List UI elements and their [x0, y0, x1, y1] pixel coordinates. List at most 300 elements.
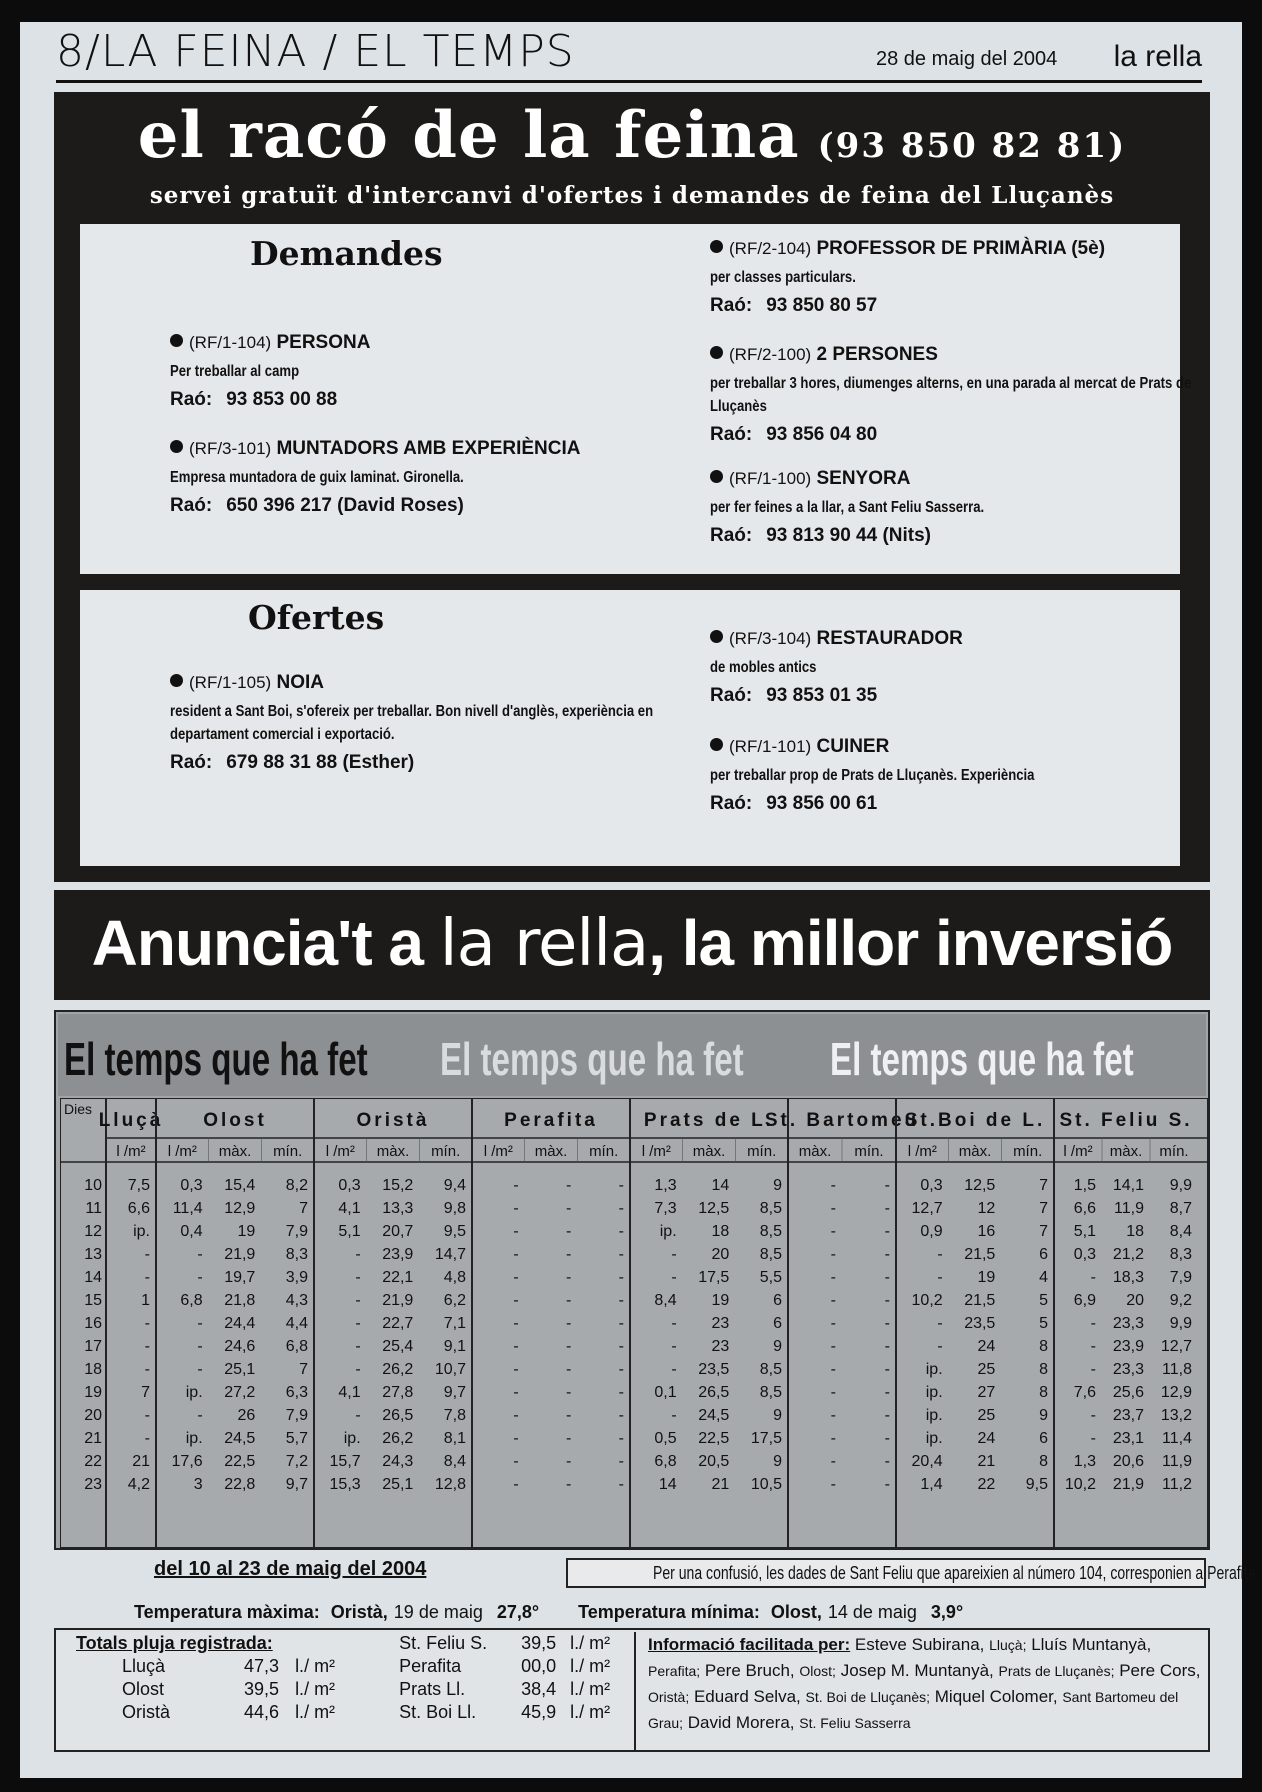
weather-cell: 4,2	[127, 1476, 150, 1493]
weather-cell: -	[830, 1430, 836, 1447]
contact-label: Raó:	[170, 752, 213, 773]
job-ad-heading: PERSONA	[276, 332, 371, 353]
weather-cell: 12,8	[434, 1476, 466, 1493]
weather-cell: 8,4	[654, 1292, 677, 1309]
weather-cell: -	[618, 1361, 624, 1378]
weather-cell: -	[884, 1384, 890, 1401]
weather-cell: 6,6	[127, 1200, 150, 1217]
weather-cell: -	[513, 1476, 519, 1493]
job-ad-contact	[170, 389, 690, 411]
job-ad-ref: (RF/2-100)	[729, 345, 812, 364]
weather-cell: 0,1	[654, 1384, 677, 1401]
rain-unit: l./ m²	[570, 1679, 611, 1699]
weather-cell: 0,3	[338, 1177, 361, 1194]
day-number: 18	[84, 1361, 102, 1378]
weather-cell: 21,9	[224, 1246, 256, 1263]
rain-unit: l./ m²	[570, 1656, 611, 1676]
day-number: 13	[84, 1246, 102, 1263]
weather-cell: 19,7	[224, 1269, 256, 1286]
weather-cell: -	[830, 1269, 836, 1286]
weather-cell: 9	[1039, 1407, 1048, 1424]
weather-cell: 9,1	[443, 1338, 466, 1355]
weather-cell: 9,9	[1169, 1315, 1192, 1332]
weather-title: El temps que ha fet	[64, 1033, 368, 1085]
weather-cell: 8,2	[285, 1177, 308, 1194]
weather-cell: 14	[711, 1177, 730, 1194]
weather-cell: 24,4	[224, 1315, 256, 1332]
job-ad-contact	[710, 793, 1230, 815]
job-ad-contact	[710, 295, 1230, 317]
weather-cell: 20,4	[911, 1453, 943, 1470]
min-temp-value: 3,9°	[930, 1602, 964, 1622]
weather-cell: -	[144, 1338, 150, 1355]
weather-cell: 7	[299, 1361, 308, 1378]
job-ad-title	[710, 736, 1230, 758]
credit-name: Pere Cors,	[1119, 1661, 1201, 1680]
weather-cell: 8,5	[759, 1361, 782, 1378]
weather-cell: 7	[1039, 1177, 1048, 1194]
credit-name: Eduard Selva,	[693, 1687, 801, 1706]
contact-label: Raó:	[710, 525, 753, 546]
weather-cell: 8,7	[1169, 1200, 1192, 1217]
job-ad	[710, 344, 1230, 446]
weather-cell: 4,1	[338, 1200, 361, 1217]
weather-cell: -	[671, 1315, 677, 1332]
contact-label: Raó:	[710, 295, 753, 316]
weather-cell: -	[830, 1177, 836, 1194]
correction-note: Per una confusió, les dades de Sant Feliu que apareixien al número 104, corresponien a Perafita	[566, 1558, 1206, 1588]
contact-label: Raó:	[170, 389, 213, 410]
weather-cell: 7,3	[654, 1200, 677, 1217]
rain-totals	[72, 1632, 614, 1724]
jobs-title-text: el racó de la feina	[137, 98, 800, 173]
job-ad-contact	[710, 424, 1230, 446]
rain-unit: l./ m²	[295, 1656, 336, 1676]
job-ad	[170, 332, 690, 411]
weather-cell: 24,5	[698, 1407, 730, 1424]
weather-cell: 12,9	[1160, 1384, 1192, 1401]
weather-cell: 20	[1126, 1292, 1144, 1309]
contact-phone: 93 856 00 61	[766, 793, 878, 814]
weather-cell: -	[1090, 1269, 1096, 1286]
weather-cell: 12,9	[224, 1200, 256, 1217]
weather-cell: 5,7	[285, 1430, 308, 1447]
weather-cell: 19	[711, 1292, 730, 1309]
contact-phone: 650 396 217 (David Roses)	[226, 495, 464, 516]
weather-cell: 5,5	[759, 1269, 782, 1286]
job-ad	[170, 438, 690, 517]
rain-unit: l./ m²	[570, 1702, 611, 1722]
weather-cell: 23,3	[1112, 1315, 1144, 1332]
job-ad-heading: CUINER	[816, 736, 890, 757]
weather-cell: -	[566, 1453, 572, 1470]
weather-cell: 7,8	[443, 1407, 466, 1424]
weather-cell: 7,2	[285, 1453, 308, 1470]
weather-cell: ip.	[925, 1407, 943, 1424]
job-ad	[710, 736, 1230, 815]
weather-cell: 0,3	[1073, 1246, 1096, 1263]
weather-cell: -	[937, 1246, 943, 1263]
credit-name: Miquel Colomer,	[934, 1687, 1058, 1706]
weather-cell: 20,7	[382, 1223, 414, 1240]
weather-cell: 11,4	[172, 1200, 203, 1217]
weather-cell: 21,5	[964, 1292, 996, 1309]
weather-cell: 8,5	[759, 1223, 782, 1240]
weather-cell: 8,5	[759, 1200, 782, 1217]
column-unit-label: màx.	[958, 1143, 992, 1160]
weather-cell: -	[618, 1407, 624, 1424]
weather-header	[58, 1014, 1206, 1096]
weather-cell: 19	[977, 1269, 996, 1286]
weather-cell: -	[355, 1269, 361, 1286]
weather-cell: 25	[977, 1407, 996, 1424]
rain-place: Olost	[122, 1679, 165, 1699]
publication-name: la rella	[1113, 40, 1202, 73]
job-ad	[710, 238, 1230, 317]
job-ad-description: per fer feines a la llar, a Sant Feliu Sasserra.	[710, 499, 985, 516]
day-number: 22	[84, 1453, 102, 1470]
job-ad-heading: 2 PERSONES	[816, 344, 938, 365]
weather-cell: ip.	[343, 1430, 361, 1447]
weather-cell: 11,9	[1114, 1200, 1144, 1217]
weather-cell: 4,3	[285, 1292, 308, 1309]
weather-title-echo: El temps que ha fet	[440, 1033, 744, 1085]
issue-date: 28 de maig del 2004	[876, 48, 1058, 70]
column-unit-label: màx.	[218, 1143, 252, 1160]
weather-cell: 17,5	[698, 1269, 730, 1286]
weather-cell: -	[830, 1476, 836, 1493]
weather-cell: -	[671, 1361, 677, 1378]
credit-place: Perafita;	[648, 1663, 701, 1679]
weather-cell: 11,8	[1162, 1361, 1192, 1378]
weather-cell: 9,7	[285, 1476, 308, 1493]
weather-cell: -	[884, 1453, 890, 1470]
weather-cell: ip.	[659, 1223, 677, 1240]
weather-cell: -	[884, 1338, 890, 1355]
day-number: 17	[84, 1338, 102, 1355]
job-ad-description: de mobles antics	[710, 659, 817, 676]
weather-cell: -	[513, 1177, 519, 1194]
weather-cell: 15,2	[382, 1177, 414, 1194]
contact-phone: 93 813 90 44 (Nits)	[766, 525, 931, 546]
weather-cell: -	[144, 1430, 150, 1447]
weather-cell: -	[355, 1246, 361, 1263]
min-temp-date: 14 de maig	[827, 1602, 917, 1622]
jobs-phone: (93 850 82 81)	[817, 126, 1127, 166]
job-ad-title	[710, 344, 1230, 366]
weather-cell: -	[513, 1407, 519, 1424]
day-number: 20	[84, 1407, 102, 1424]
weather-cell: 8,4	[443, 1453, 466, 1470]
rain-totals-label: Totals pluja registrada:	[76, 1633, 273, 1653]
weather-title-echo: El temps que ha fet	[830, 1033, 1134, 1085]
contact-phone: 679 88 31 88 (Esther)	[226, 752, 415, 773]
weather-cell: 7	[1039, 1223, 1048, 1240]
weather-cell: -	[618, 1177, 624, 1194]
job-ad	[710, 468, 1230, 547]
weather-cell: -	[197, 1315, 203, 1332]
job-ad-description: Empresa muntadora de guix laminat. Gironella.	[170, 469, 464, 486]
weather-cell: -	[884, 1407, 890, 1424]
min-temp-label: Temperatura mínima:	[578, 1602, 760, 1622]
weather-cell: 7,9	[285, 1223, 308, 1240]
weather-cell: 22,8	[224, 1476, 256, 1493]
info-credits	[634, 1632, 1208, 1750]
weather-cell: 9	[773, 1338, 782, 1355]
weather-cell: -	[355, 1315, 361, 1332]
weather-cell: 11,2	[1162, 1476, 1192, 1493]
job-ad-contact	[710, 685, 1230, 707]
weather-cell: -	[566, 1430, 572, 1447]
bullet-icon	[710, 346, 723, 359]
weather-cell: -	[830, 1407, 836, 1424]
jobs-section	[54, 92, 1210, 882]
weather-cell: 26,5	[382, 1407, 414, 1424]
weather-cell: -	[566, 1200, 572, 1217]
weather-cell: -	[197, 1246, 203, 1263]
weather-cell: -	[144, 1269, 150, 1286]
weather-cell: 9,7	[443, 1384, 466, 1401]
weather-cell: 6	[1039, 1246, 1048, 1263]
weather-cell: -	[1090, 1315, 1096, 1332]
weather-cell: -	[830, 1361, 836, 1378]
contact-phone: 93 853 00 88	[226, 389, 338, 410]
page-header	[56, 26, 1202, 83]
credit-name: David Morera,	[687, 1713, 795, 1732]
weather-cell: 22,7	[382, 1315, 414, 1332]
job-ad	[170, 672, 690, 774]
weather-cell: 8,3	[1169, 1246, 1192, 1263]
station-name: St. Bartomeu	[764, 1110, 920, 1131]
weather-cell: -	[566, 1338, 572, 1355]
weather-cell: 27,8	[382, 1384, 414, 1401]
column-unit-label: màx.	[376, 1143, 410, 1160]
weather-cell: -	[618, 1315, 624, 1332]
job-ad	[710, 628, 1230, 707]
weather-cell: -	[355, 1407, 361, 1424]
column-unit-label: mín.	[273, 1143, 303, 1160]
weather-cell: 4,4	[285, 1315, 308, 1332]
weather-cell: -	[566, 1177, 572, 1194]
rain-value: 44,6	[244, 1702, 280, 1722]
weather-cell: -	[566, 1223, 572, 1240]
weather-cell: 7,6	[1073, 1384, 1096, 1401]
weather-cell: -	[830, 1384, 836, 1401]
rain-value: 39,5	[521, 1633, 557, 1653]
weather-cell: -	[618, 1223, 624, 1240]
rain-place: St. Feliu S.	[399, 1633, 488, 1653]
bullet-icon	[710, 470, 723, 483]
weather-cell: 8	[1039, 1453, 1048, 1470]
weather-cell: 15,3	[329, 1476, 361, 1493]
weather-cell: 9,4	[443, 1177, 466, 1194]
weather-cell: 1,4	[920, 1476, 943, 1493]
weather-cell: -	[197, 1361, 203, 1378]
weather-cell: -	[618, 1476, 624, 1493]
rain-place: Perafita	[399, 1656, 462, 1676]
column-unit-label: l /m²	[641, 1143, 671, 1160]
weather-cell: 21,9	[1112, 1476, 1144, 1493]
weather-cell: 7	[1039, 1200, 1048, 1217]
ad-banner	[54, 890, 1210, 1000]
weather-cell: -	[618, 1200, 624, 1217]
weather-cell: 18	[1126, 1223, 1144, 1240]
weather-cell: 7	[299, 1200, 308, 1217]
weather-cell: 26,5	[698, 1384, 730, 1401]
weather-cell: -	[197, 1407, 203, 1424]
weather-cell: 9,9	[1169, 1177, 1192, 1194]
weather-cell: -	[618, 1246, 624, 1263]
weather-cell: -	[513, 1315, 519, 1332]
weather-cell: -	[830, 1338, 836, 1355]
weather-cell: 23,9	[382, 1246, 414, 1263]
job-ad-heading: SENYORA	[816, 468, 911, 489]
weather-cell: 6	[773, 1292, 782, 1309]
weather-cell: 4,8	[443, 1269, 466, 1286]
weather-cell: 7,5	[127, 1177, 150, 1194]
job-ad-heading: NOIA	[276, 672, 324, 693]
weather-cell: 8,5	[759, 1384, 782, 1401]
weather-cell: 24,3	[382, 1453, 414, 1470]
rain-unit: l./ m²	[295, 1679, 336, 1699]
weather-cell: 0,5	[654, 1430, 677, 1447]
weather-cell: 12,7	[911, 1200, 943, 1217]
demandes-panel	[80, 224, 1192, 574]
weather-cell: 26	[237, 1407, 256, 1424]
job-ad-contact	[170, 495, 690, 517]
column-unit-label: màx.	[534, 1143, 568, 1160]
weather-cell: 19	[237, 1223, 256, 1240]
weather-cell: -	[566, 1384, 572, 1401]
weather-cell: -	[513, 1269, 519, 1286]
bullet-icon	[710, 738, 723, 751]
weather-cell: -	[618, 1338, 624, 1355]
job-ad-title	[170, 438, 690, 460]
weather-cell: 22	[977, 1476, 996, 1493]
weather-cell: 22,5	[224, 1453, 256, 1470]
day-number: 14	[84, 1269, 102, 1286]
weather-cell: 20	[711, 1246, 730, 1263]
weather-cell: 10,5	[750, 1476, 782, 1493]
weather-cell: 9,5	[1025, 1476, 1048, 1493]
weather-cell: -	[830, 1223, 836, 1240]
weather-cell: 9	[773, 1177, 782, 1194]
weather-cell: 23,9	[1112, 1338, 1144, 1355]
weather-cell: -	[937, 1338, 943, 1355]
credit-place: Sant Bartomeu del Grau;	[648, 1689, 1179, 1731]
weather-cell: 17,5	[750, 1430, 782, 1447]
weather-cell: -	[884, 1315, 890, 1332]
weather-cell: 23	[711, 1338, 730, 1355]
rain-value: 47,3	[244, 1656, 280, 1676]
weather-cell: ip.	[185, 1430, 203, 1447]
weather-cell: -	[144, 1407, 150, 1424]
job-ad-ref: (RF/3-101)	[189, 439, 272, 458]
weather-cell: 23,5	[964, 1315, 996, 1332]
weather-cell: 0,3	[180, 1177, 203, 1194]
weather-cell: 13,3	[382, 1200, 414, 1217]
day-number: 11	[85, 1200, 102, 1217]
weather-cell: -	[671, 1246, 677, 1263]
credit-place: Prats de Lluçanès;	[998, 1663, 1115, 1679]
weather-cell: -	[513, 1200, 519, 1217]
weather-cell: 24	[977, 1338, 996, 1355]
weather-cell: 10,2	[911, 1292, 943, 1309]
weather-cell: 5	[1039, 1315, 1048, 1332]
weather-cell: 5	[1039, 1292, 1048, 1309]
column-unit-label: màx.	[798, 1143, 832, 1160]
weather-cell: 25	[977, 1361, 996, 1378]
column-unit-label: l /m²	[116, 1143, 146, 1160]
weather-cell: 8	[1039, 1384, 1048, 1401]
weather-cell: 16	[977, 1223, 996, 1240]
weather-cell: 9,2	[1169, 1292, 1192, 1309]
station-name: Lluçà	[98, 1110, 164, 1131]
weather-cell: 8,3	[285, 1246, 308, 1263]
weather-cell: -	[618, 1292, 624, 1309]
rain-unit: l./ m²	[570, 1633, 611, 1653]
weather-cell: 1	[141, 1292, 150, 1309]
weather-cell: -	[830, 1453, 836, 1470]
day-number: 16	[84, 1315, 102, 1332]
weather-cell: -	[618, 1269, 624, 1286]
weather-cell: -	[355, 1292, 361, 1309]
weather-cell: -	[830, 1200, 836, 1217]
weather-cell: 8,4	[1169, 1223, 1192, 1240]
station-name: St. Feliu S.	[1059, 1110, 1193, 1131]
weather-cell: 25,1	[382, 1476, 414, 1493]
weather-cell: -	[197, 1338, 203, 1355]
weather-period: del 10 al 23 de maig del 2004	[154, 1558, 427, 1580]
weather-cell: 6,8	[654, 1453, 677, 1470]
column-unit-label: mín.	[747, 1143, 777, 1160]
job-ad-contact	[170, 752, 690, 774]
weather-cell: 27,2	[224, 1384, 256, 1401]
weather-cell: -	[566, 1361, 572, 1378]
weather-cell: 6,3	[285, 1384, 308, 1401]
weather-cell: -	[884, 1223, 890, 1240]
column-unit-label: màx.	[692, 1143, 726, 1160]
max-temp-label: Temperatura màxima:	[134, 1602, 320, 1622]
weather-cell: 4,1	[338, 1384, 361, 1401]
column-unit-label: mín.	[1013, 1143, 1043, 1160]
weather-cell: 21,5	[964, 1246, 996, 1263]
job-ad-ref: (RF/1-104)	[189, 333, 272, 352]
station-name: Perafita	[504, 1110, 598, 1131]
weather-cell: 6	[773, 1315, 782, 1332]
weather-cell: -	[513, 1338, 519, 1355]
weather-cell: 7,9	[285, 1407, 308, 1424]
weather-cell: -	[884, 1292, 890, 1309]
weather-cell: 22,5	[698, 1430, 730, 1447]
weather-cell: 7,1	[443, 1315, 466, 1332]
weather-cell: 15,7	[329, 1453, 361, 1470]
column-unit-label: mín.	[854, 1143, 884, 1160]
weather-cell: 12,5	[964, 1177, 996, 1194]
rain-place: Lluçà	[122, 1656, 166, 1676]
day-number: 19	[84, 1384, 102, 1401]
weather-cell: -	[618, 1453, 624, 1470]
job-ad-heading: MUNTADORS AMB EXPERIÈNCIA	[276, 438, 581, 459]
day-number: 23	[84, 1476, 102, 1493]
weather-footer	[54, 1550, 1256, 1772]
rain-place: St. Boi Ll.	[399, 1702, 477, 1722]
job-ad-description: Per treballar al camp	[170, 363, 300, 380]
job-ad-contact	[710, 525, 1230, 547]
weather-cell: -	[884, 1269, 890, 1286]
weather-cell: 11,9	[1162, 1453, 1192, 1470]
weather-cell: 23,7	[1112, 1407, 1144, 1424]
